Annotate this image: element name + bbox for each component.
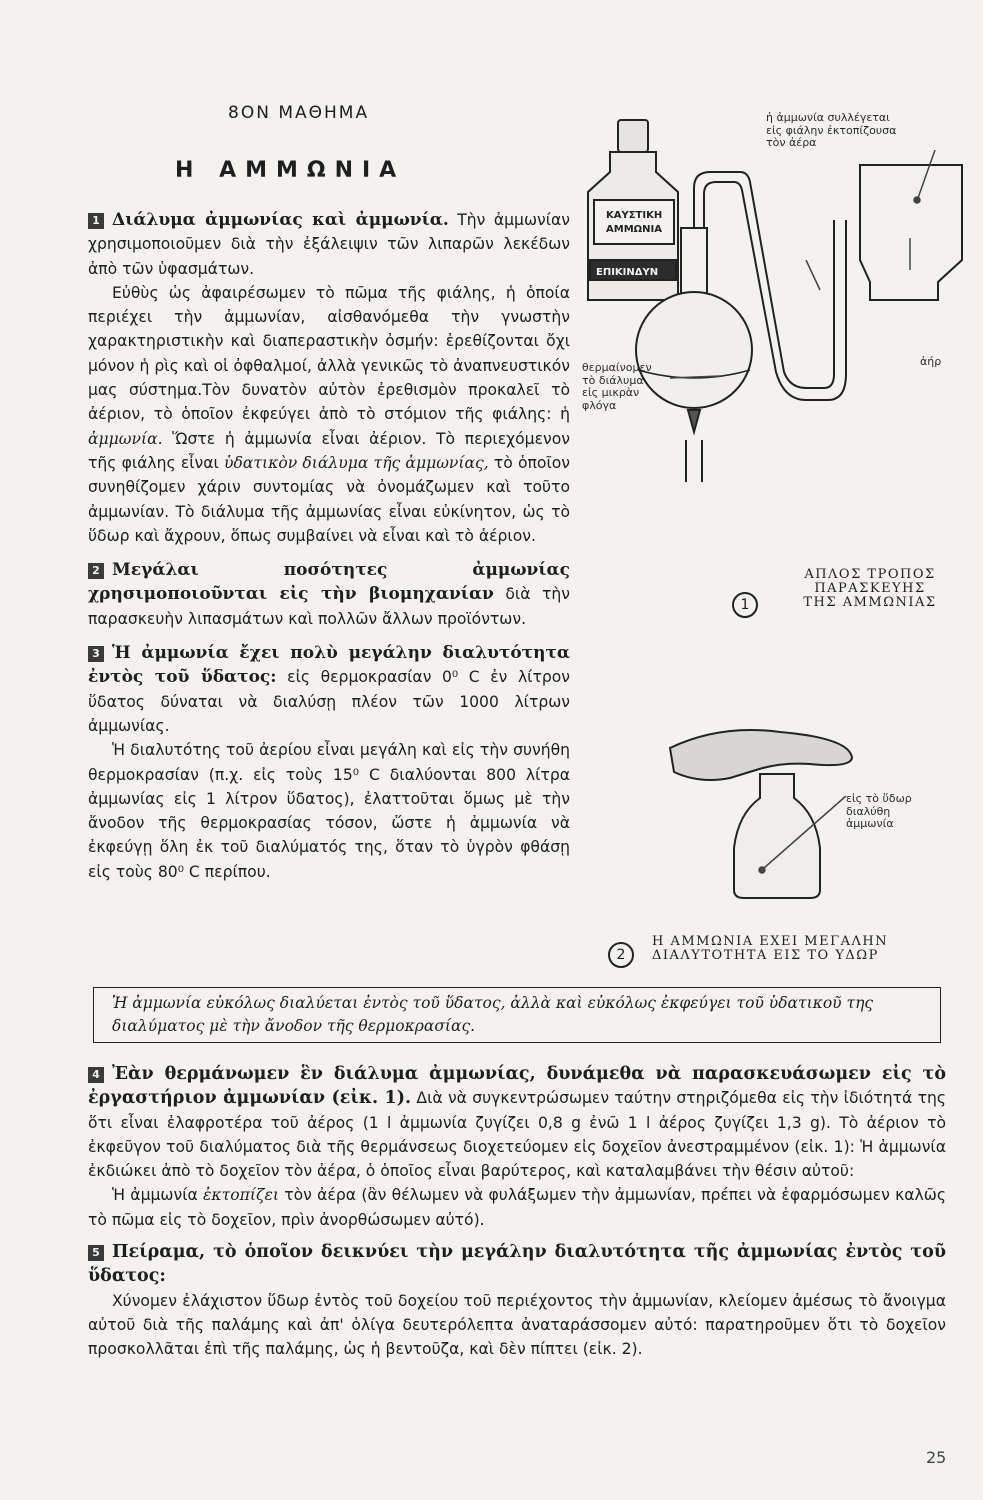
section-1-text4: τὸ ὁποῖον συνηθίζομεν χάριν συντομίας νὰ ὀνομάζωμεν καὶ τοῦτο ἀμμωνίαν. Τὸ διάλυμα τῆς ἀμμωνίας εἶναι εὐκίνητον, ὡς τὸ ὕδωρ καὶ ἄχρουν, ὅπως συμβαίνει νὰ εἶναι καὶ τὸ ἀέριον. [88,453,570,545]
section-1-heading: Διάλυμα ἀμμωνίας καὶ ἀμμωνία. [112,210,449,230]
left-column [88,208,570,884]
section-1-text1: Τὴν ἀμμωνίαν χρησιμοποιοῦμεν διὰ τὴν ἐξάλειψιν τῶν λιπαρῶν λεκέδων ἀπὸ τῶν ὑφασμάτων. [88,211,570,278]
figure-2-label [846,793,946,831]
section-4-heading: Ἐὰν θερμάνωμεν ἓν διάλυμα ἀμμωνίας, δυνάμεθα νὰ παρασκευάσωμεν εἰς τὸ ἐργαστήριον ἀμμωνίαν (εἰκ. 1). [88,1064,946,1109]
section-5-heading: Πείραμα, τὸ ὁποῖον δεικνύει τὴν μεγάλην διαλυτότητα τῆς ἀμμωνίας ἐντὸς τοῦ ὕδατος: [88,1242,946,1287]
figure-1-number-text: 1 [732,592,758,618]
label-heat-line2: τὸ διάλυμα [582,373,644,387]
section-4-text2a: Ἡ ἀμμωνία [112,1186,198,1205]
term-ammonia: ἀμμωνία. [88,429,163,448]
section-5 [88,1240,946,1289]
section-2-heading: Μεγάλαι ποσότητες ἀμμωνίας χρησιμοποιοῦνται εἰς τὴν βιομηχανίαν [88,560,570,605]
section-4-paragraph [88,1183,946,1232]
page-number: 25 [926,1448,947,1467]
figure-2-caption [652,935,952,963]
bottle-label-line2: ΑΜΜΩΝΙΑ [606,224,662,235]
page-title: Η ΑΜΜΩΝΙΑ [175,158,406,183]
figure-2-label-line1: εἰς τὸ ὕδωρ [846,792,912,805]
label-air: ἀήρ [920,355,942,368]
figure-2-label-line2: διαλύθη [846,804,891,818]
section-3-heading: Ἡ ἀμμωνία ἔχει πολὺ μεγάλην διαλυτότητα ἐντὸς τοῦ ὕδατος: [88,643,570,688]
section-4-text2b: τὸν ἀέρα (ἂν θέλωμεν νὰ φυλάξωμεν τὴν ἀμμωνίαν, πρέπει νὰ ἐφαρμόσωμεν καλῶς τὸ πῶμα εἰς τὸ δοχεῖον, πρὶν ἀνορθώσωμεν αὐτό). [88,1186,946,1229]
figure-2-number-text: 2 [608,942,634,968]
section-3-number: 3 [88,646,104,662]
lesson-label: 8ΟΝ ΜΑΘΗΜΑ [228,103,370,123]
label-heat-line1: θερμαίνομεν [582,361,652,374]
section-2 [88,558,570,631]
figure-1-caption-line1: ΑΠΛΟΣ ΤΡΟΠΟΣ [804,567,936,582]
label-collect-line1: ἡ ἀμμωνία συλλέγεται [766,111,890,124]
section-5-text: Χύνομεν ἐλάχιστον ὕδωρ ἐντὸς τοῦ δοχείου τοῦ περιέχοντος τὴν ἀμμωνίαν, κλείομεν ἀμέσως τὸ ἄνοιγμα αὐτοῦ διὰ τῆς παλάμης καὶ ἀπ' ὀλίγα δευτερόλεπτα ἀναταράσσομεν αὐτό: παρατηροῦμεν ὅτι τὸ δοχεῖον προσκολλᾶται ἐπὶ τῆς παλάμης, ὡς ἡ βεντοῦζα, καὶ δὲν πίπτει (εἰκ. 2). [88,1291,946,1359]
label-heat-line3: εἰς μικρὰν [582,386,640,399]
label-collect-line3: τὸν ἀέρα [766,136,817,149]
figure-1-caption-line3: ΤΗΣ ΑΜΜΩΝΙΑΣ [803,595,937,610]
figure-1-caption-line2: ΠΑΡΑΣΚΕΥΗΣ [814,581,926,596]
section-4-text1: Διὰ νὰ συγκεντρώσωμεν ταύτην στηριζόμεθα εἰς τὴν ἰδιότητά της ὅτι εἶναι ἐλαφροτέρα τοῦ ἀέρος (1 l ἀμμωνία ζυγίζει 0,8 g ἐνῶ 1 l ἀέρος ζυγίζει 1,3 g). Τὸ ἀέριον τὸ ἐκφεῦγον τοῦ διαλύματος διὰ τῆς θερμάνσεως διοχετεύομεν εἰς δοχεῖον ἀνεστραμμένον (εἰκ. 1): Ἡ ἀμμωνία ἐκδιώκει ἀπὸ τὸ δοχεῖον τὸν ἀέρα, ὁ ὁποῖος εἶναι βαρύτερος, καὶ καταλαμβάνει τὴν θέσιν αὐτοῦ: [88,1089,946,1181]
label-heat [582,362,672,412]
bottle-label-line1: ΚΑΥΣΤΙΚΗ [606,210,663,221]
section-1 [88,208,570,281]
lower-column [88,1062,946,1362]
section-3-paragraph [88,738,570,884]
figure-1-caption [775,568,965,610]
section-5-number: 5 [88,1245,104,1261]
bottle-band-label: ΕΠΙΚΙΝΔΥΝ [596,267,659,278]
section-5-paragraph [88,1289,946,1362]
section-4-number: 4 [88,1067,104,1083]
label-collect [766,112,966,150]
section-2-number: 2 [88,563,104,579]
section-4 [88,1062,946,1183]
note-text: Ἡ ἀμμωνία εὐκόλως διαλύεται ἐντὸς τοῦ ὕδατος, ἀλλὰ καὶ εὐκόλως ἐκφεύγει τοῦ ὑδατικοῦ της διαλύματος μὲ τὴν ἄνοδον τῆς θερμοκρασίας. [112,994,874,1035]
figure-2-hand-jar [660,718,860,918]
section-1-text3: Ὥστε ἡ ἀμμωνία εἶναι ἀέριον. Τὸ περιεχόμενον τῆς φιάλης εἶναι [88,429,570,472]
figure-2-label-line3: ἀμμωνία [846,817,894,830]
section-3-text1: εἰς θερμοκρασίαν 0⁰ C ἐν λίτρον ὕδατος δύναται νὰ διαλύσῃ πλέον τῶν 1000 λίτρων ἀμμωνίας. [88,668,570,735]
section-1-paragraph [88,281,570,548]
term-aqueous-solution: ὑδατικὸν διάλυμα τῆς ἀμμωνίας, [223,453,489,472]
section-2-text: διὰ τὴν παρασκευὴν λιπασμάτων καὶ πολλῶν ἄλλων προϊόντων. [88,585,570,628]
section-1-text2: Εὐθὺς ὡς ἀφαιρέσωμεν τὸ πῶμα τῆς φιάλης, ἡ ὁποία περιέχει τὴν ἀμμωνίαν, αἰσθανόμεθα τὴν γνωστὴν χαρακτηριστικὴν καὶ διαπεραστικὴν ὀσμήν: ἐρεθίζονται ὄχι μόνον ἡ ρὶς καὶ οἱ ὀφθαλμοί, ἀλλὰ γενικῶς τὸ ἀναπνευστικόν μας σύστημα.Τὸν δυνατὸν αὐτὸν ἐρεθισμὸν προκαλεῖ τὸ ἀέριον, τὸ ὁποῖον ἐκφεύγει ἀπὸ τὸ στόμιον τῆς φιάλης: ἡ [88,283,570,424]
figure-2-number [608,942,634,968]
figure-1-number [732,592,758,618]
figure-2-caption-line1: Η ΑΜΜΩΝΙΑ ΕΧΕΙ ΜΕΓΑΛΗΝ [652,934,889,949]
label-heat-line4: φλόγα [582,398,617,412]
term-displaces: ἐκτοπίζει [203,1186,279,1205]
section-3-text2: Ἡ διαλυτότης τοῦ ἀερίου εἶναι μεγάλη καὶ εἰς τὴν συνήθη θερμοκρασίαν (π.χ. εἰς τοὺς 15⁰ C διαλύονται 800 λίτρα ἀμμωνίας εἰς 1 λίτρον ὕδατος), ἐλαττοῦται ὅμως μὲ τὴν ἄνοδον τῆς θερμοκρασίας τόσον, ὥστε ἡ ἀμμωνία νὰ ἐκφεύγῃ ὅλη ἐκ τοῦ διαλύματός της, ὅταν τὸ ὑγρὸν φθάσῃ εἰς τοὺς 80⁰ C περίπου. [88,741,570,881]
figure-2-caption-line2: ΔΙΑΛΥΤΟΤΗΤΑ ΕΙΣ ΤΟ ΥΔΩΡ [652,948,879,963]
figure-1-apparatus [580,110,970,490]
note-box [93,987,941,1043]
section-1-number: 1 [88,213,104,229]
label-collect-line2: εἰς φιάλην ἐκτοπίζουσα [766,123,897,137]
section-3 [88,641,570,738]
